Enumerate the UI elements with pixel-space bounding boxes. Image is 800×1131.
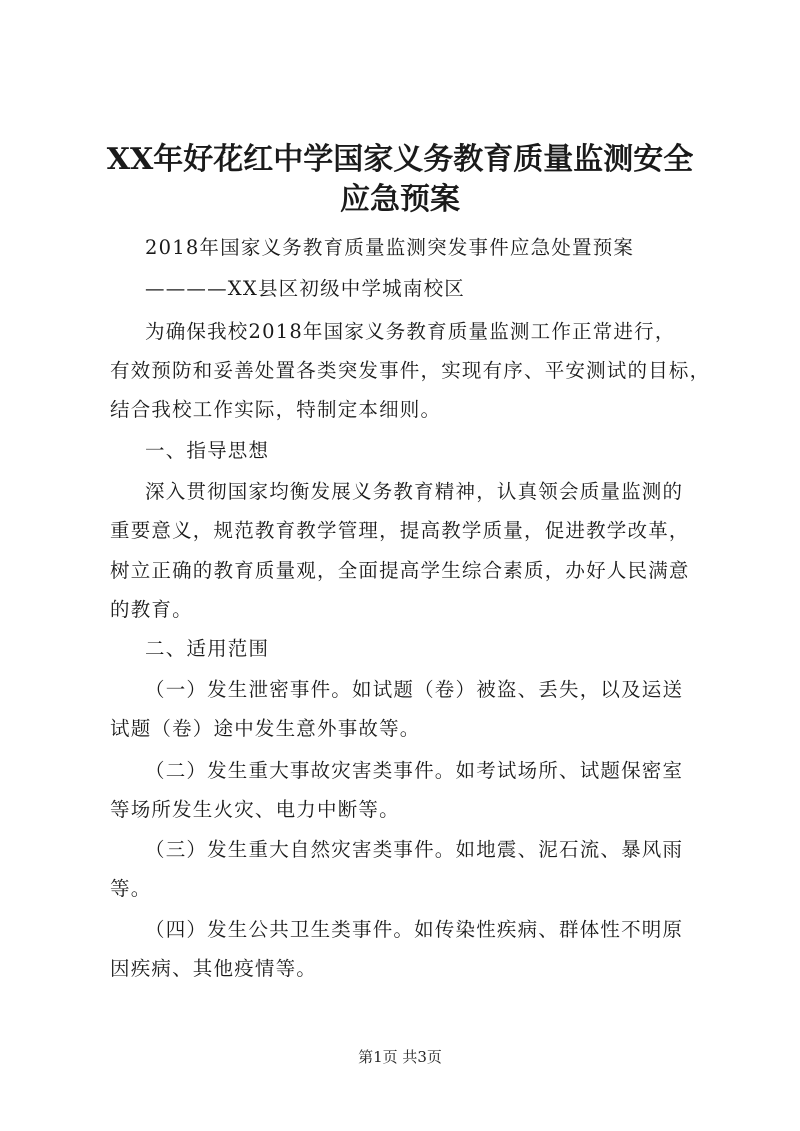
paragraph-line: 为确保我校2018年国家义务教育质量监测工作正常进行， <box>145 320 676 343</box>
school-line: ————XX县区初级中学城南校区 <box>145 277 465 300</box>
list-item-line: （四）发生公共卫生类事件。如传染性疾病、群体性不明原 <box>145 918 684 941</box>
list-item-line: （一）发生泄密事件。如试题（卷）被盗、丢失，以及运送 <box>145 678 684 701</box>
list-item-line: （二）发生重大事故灾害类事件。如考试场所、试题保密室 <box>145 759 684 782</box>
list-item-line: 因疾病、其他疫情等。 <box>110 957 318 980</box>
list-item-line: 等。 <box>110 877 152 900</box>
paragraph-line: 结合我校工作实际，特制定本细则。 <box>110 398 442 421</box>
list-item-line: 等场所发生火灾、电力中断等。 <box>110 798 400 821</box>
section-heading: 一、指导思想 <box>145 439 270 462</box>
paragraph-line: 有效预防和妥善处置各类突发事件，实现有序、平安测试的目标， <box>110 359 711 382</box>
paragraph-line: 重要意义，规范教育教学管理，提高教学质量，促进教学改革， <box>110 519 690 542</box>
paragraph-line: 树立正确的教育质量观，全面提高学生综合素质，办好人民满意 <box>110 559 690 582</box>
section-heading: 二、适用范围 <box>145 637 270 660</box>
list-item-line: （三）发生重大自然灾害类事件。如地震、泥石流、暴风雨 <box>145 838 684 861</box>
paragraph-line: 深入贯彻国家均衡发展义务教育精神，认真领会质量监测的 <box>145 480 684 503</box>
document-title-line-2: 应急预案 <box>340 182 460 217</box>
document-title-line-1: XX年好花红中学国家义务教育质量监测安全 <box>106 142 694 177</box>
paragraph-line: 的教育。 <box>110 598 193 621</box>
subtitle-line: 2018年国家义务教育质量监测突发事件应急处置预案 <box>145 236 635 259</box>
page-number-footer: 第1页 共3页 <box>358 1048 442 1066</box>
list-item-line: 试题（卷）途中发生意外事故等。 <box>110 717 421 740</box>
